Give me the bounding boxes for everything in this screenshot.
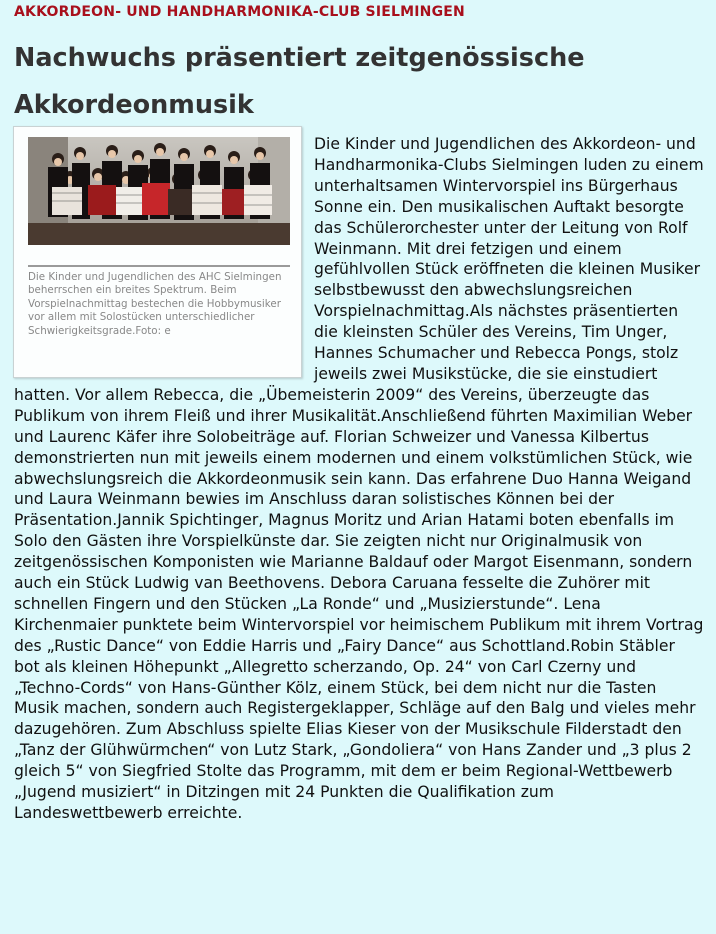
group-photo[interactable] — [28, 137, 290, 245]
photo-figure — [13, 126, 302, 378]
article-body: Die Kinder und Jugendlichen des Akkordeon- und Handharmonika-Clubs Sielmingen luden zu einem unterhaltsamen Wintervorspiel ins Bürgerhaus Sonne ein. Den musikalischen Auftakt besorgte das Schülerorchester unter der Leitung von Rolf Weinmann. Mit drei fetzigen und einem gefühlvollen Stück eröffneten die kleinen Musiker selbstbewusst den abwechslungsreichen Vorspielnachmittag.Als nächstes präsentierten die kleinsten Schüler des Vereins, Tim Unger, Hannes Schumacher und Rebecca Pongs, stolz jeweils zwei Musikstücke, die sie einstudiert hatten. Vor allem Rebecca, die „Übemeisterin 2009“ des Vereins, überzeugte das Publikum von ihrem Fleiß und ihrer Musikalität.Anschließend führten Maximilian Weber und Laurenc Käfer ihre Solobeiträge auf. Florian Schweizer und Vanessa Kilbertus demonstrierten nun mit jeweils einem modernen und einem volkstümlichen Stück, wie abwechslungsreich die Akkordeonmusik sein kann. Das erfahrene Duo Hanna Weigand und Laura Weinmann bewies im Anschluss daran solistisches Können bei der Präsentation.Jannik Spichtinger, Magnus Moritz und Arian Hatami boten ebenfalls im Solo den Gästen ihre Vorspielkünste dar. Sie zeigten nicht nur Originalmusik von zeitgenössischen Komponisten wie Marianne Baldauf oder Margot Eisenmann, sondern auch ein Stück Ludwig van Beethovens. Debora Caruana fesselte die Zuhörer mit schnellen Fingern und den Stücken „La Ronde“ und „Musizierstunde“. Lena Kirchenmaier punktete beim Wintervorspiel vor heimischem Publikum mit ihrem Vortrag des „Rustic Dance“ von Eddie Harris und „Fairy Dance“ aus Schottland.Robin Stäbler bot als kleinen Höhepunkt „Allegretto scherzando, Op. 24“ von Carl Czerny und „Techno-Cords“ von Hans-Günther Kölz, einem Stück, bei dem nicht nur die Tasten Musik machen, sondern auch Registergeklapper, Schläge auf den Balg und vieles mehr dazugehören. Zum Abschluss spielte Elias Kieser von der Musikschule Filderstadt den „Tanz der Glühwürmchen“ von Lutz Stark, „Gondoliera“ von Hans Zander und „3 plus 2 gleich 5“ von Siegfried Stolte das Programm, mit dem er beim Regional-Wettbewerb „Jugend musiziert“ in Ditzingen mit 24 Punkten die Qualifikation zum Landeswettbewerb erreichte. — [14, 135, 704, 822]
section-kicker: AKKORDEON- UND HANDHARMONIKA-CLUB SIELMINGEN — [14, 4, 465, 20]
caption-divider — [28, 265, 290, 267]
article-body-container — [14, 134, 704, 824]
article-headline: Nachwuchs präsentiert zeitgenössische Akkordeonmusik — [14, 43, 585, 120]
photo-caption: Die Kinder und Jugendlichen des AHC Sielmingen beherrschen ein breites Spektrum. Beim Vorspielnachmittag bestechen die Hobbymusiker vor allem mit Solostücken unterschiedlicher Schwierigkeitsgrade.Foto: e — [28, 271, 282, 337]
photo-image — [28, 137, 290, 245]
